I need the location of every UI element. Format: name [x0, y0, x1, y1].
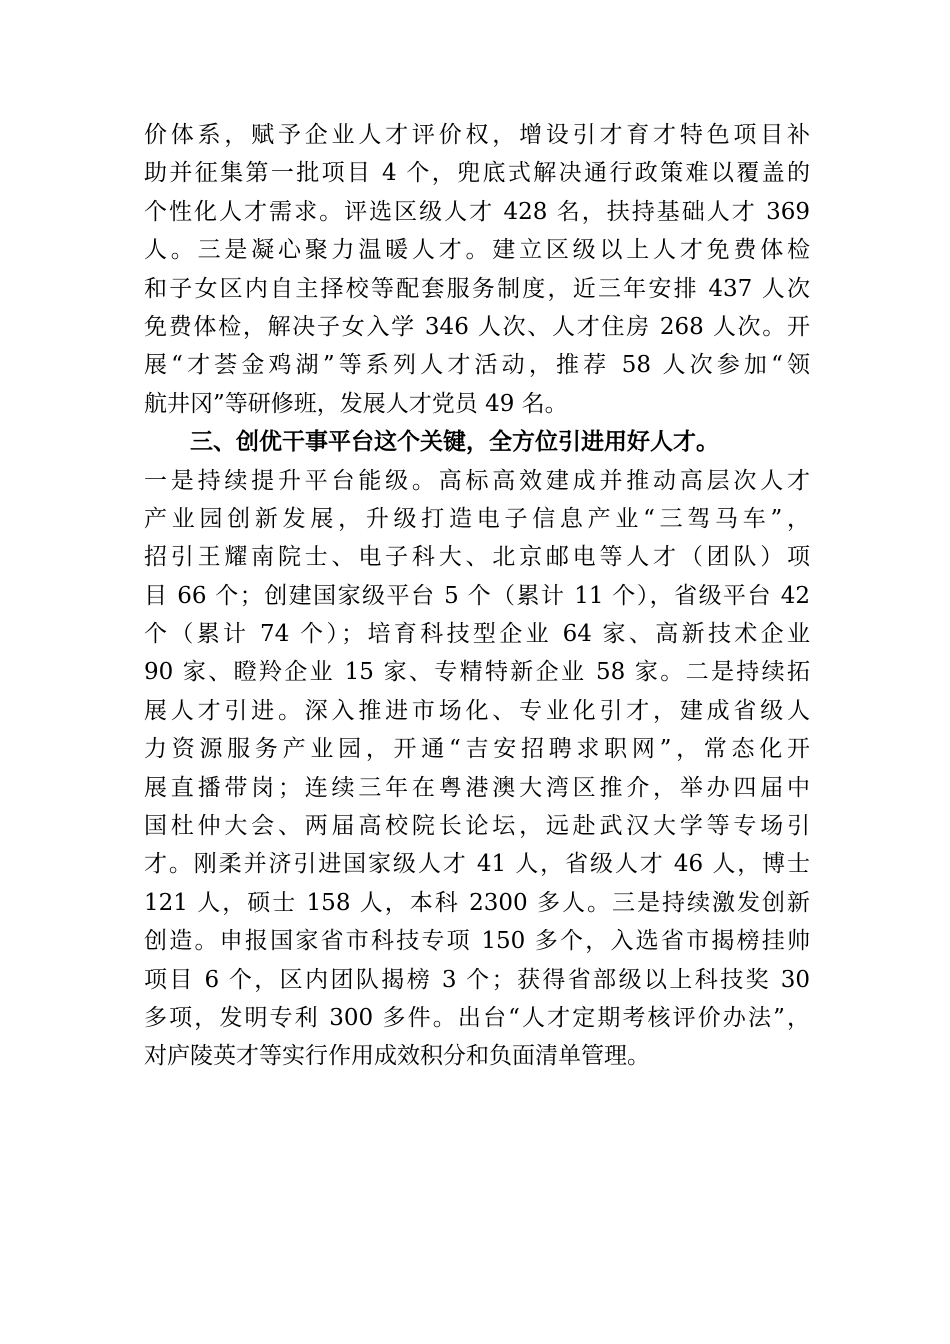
- text-line: 90 家、瞪羚企业 15 家、专精特新企业 58 家。二是持续拓: [144, 659, 810, 686]
- text-line: 展“才荟金鸡湖”等系列人才活动，推荐 58 人次参加“领: [144, 352, 810, 379]
- text-line: 一是持续提升平台能级。高标高效建成并推动高层次人才: [144, 467, 810, 494]
- text-line: 创造。申报国家省市科技专项 150 多个，入选省市揭榜挂帅: [144, 928, 810, 955]
- text-line: 免费体检，解决子女入学 346 人次、人才住房 268 人次。开: [144, 313, 810, 340]
- text-line: 价体系，赋予企业人才评价权，增设引才育才特色项目补: [144, 122, 810, 148]
- text-line: 多项，发明专利 300 多件。出台“人才定期考核评价办法”，: [144, 1004, 810, 1031]
- text-line: 121 人，硕士 158 人，本科 2300 多人。三是持续激发创新: [144, 889, 810, 916]
- text-line: 国杜仲大会、两届高校院长论坛，远赴武汉大学等专场引: [144, 813, 810, 840]
- text-line: 对庐陵英才等实行作用成效积分和负面清单管理。: [144, 1043, 650, 1070]
- text-line: 目 66 个；创建国家级平台 5 个（累计 11 个），省级平台 42: [144, 582, 810, 609]
- paragraph-1: [144, 116, 810, 423]
- text-line: 力资源服务产业园，开通“吉安招聘求职网”，常态化开: [144, 736, 810, 763]
- paragraph-2: [144, 462, 810, 1076]
- text-line: 个性化人才需求。评选区级人才 428 名，扶持基础人才 369: [144, 198, 810, 225]
- text-line: 人。三是凝心聚力温暖人才。建立区级以上人才免费体检: [144, 237, 810, 264]
- text-line: 才。刚柔并济引进国家级人才 41 人，省级人才 46 人，博士: [144, 851, 810, 878]
- text-line: 助并征集第一批项目 4 个，兜底式解决通行政策难以覆盖的: [144, 160, 810, 187]
- text-line: 展直播带岗；连续三年在粤港澳大湾区推介，举办四届中: [144, 774, 810, 801]
- text-line: 航井冈”等研修班，发展人才党员 49 名。: [144, 390, 568, 417]
- text-line: 招引王耀南院士、电子科大、北京邮电等人才（团队）项: [144, 544, 810, 571]
- text-line: 产业园创新发展，升级打造电子信息产业“三驾马车”，: [144, 505, 810, 532]
- text-line: 和子女区内自主择校等配套服务制度，近三年安排 437 人次: [144, 275, 810, 302]
- document-body: [144, 116, 810, 1076]
- text-line: 项目 6 个，区内团队揭榜 3 个；获得省部级以上科技奖 30: [144, 966, 810, 993]
- section-heading: 三、创优干事平台这个关键，全方位引进用好人才。: [190, 428, 719, 456]
- text-line: 个（累计 74 个）；培育科技型企业 64 家、高新技术企业: [144, 621, 810, 648]
- text-line: 展人才引进。深入推进市场化、专业化引才，建成省级人: [144, 697, 810, 724]
